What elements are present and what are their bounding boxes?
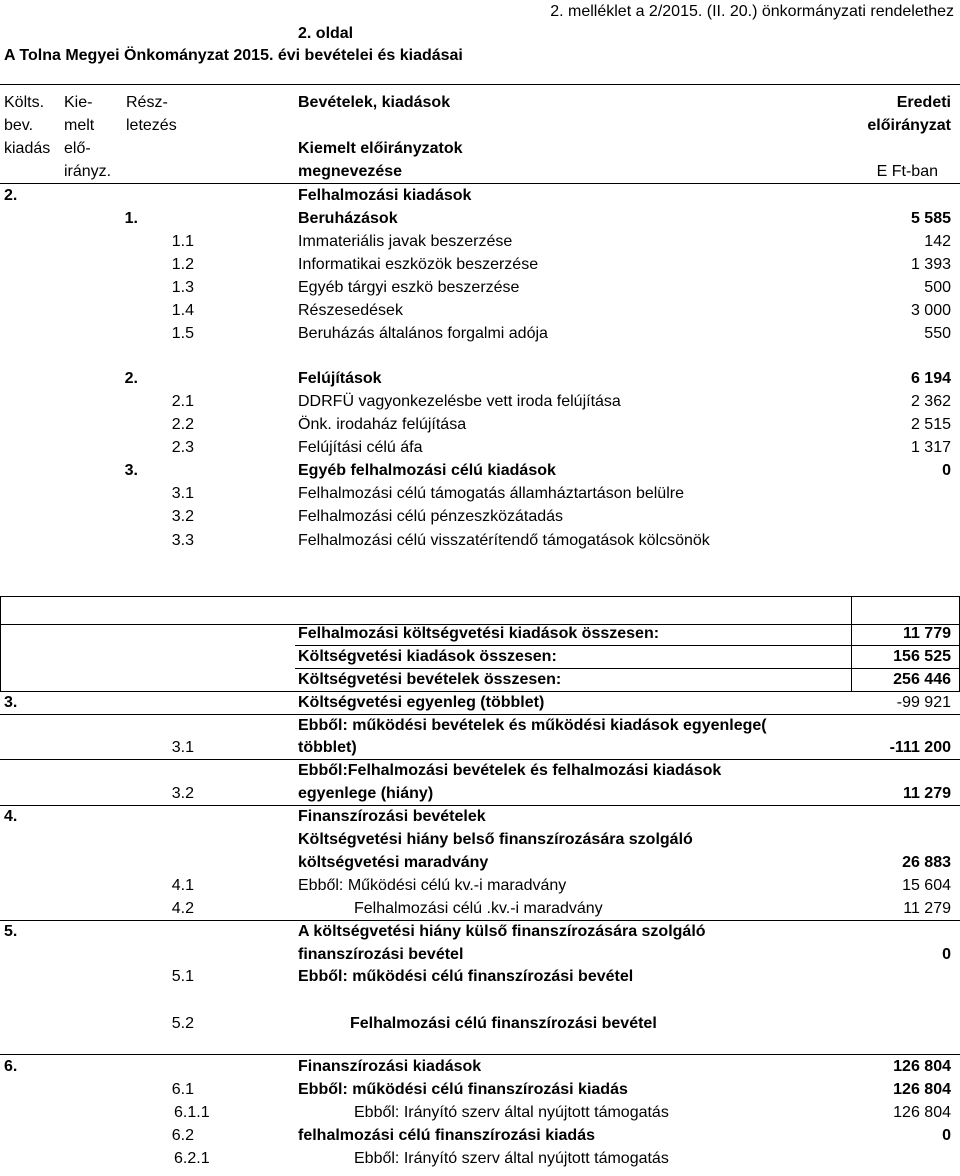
balance-value: 11 279	[902, 785, 951, 802]
financing-name: Ebből: Irányító szerv által nyújtott támogatás	[354, 1150, 669, 1167]
total-name: Költségvetési bevételek összesen:	[298, 671, 562, 688]
row-value: 2 362	[910, 393, 951, 410]
row-code: 3.3	[171, 532, 194, 549]
total-row	[0, 668, 960, 691]
col-header-kolts-1: Költs.	[4, 94, 45, 111]
table-row	[0, 322, 960, 345]
table-row	[0, 436, 960, 459]
financing-row	[0, 874, 960, 897]
row-code: 1.5	[171, 325, 194, 342]
table-row	[0, 299, 960, 322]
financing-value: 126 804	[893, 1104, 951, 1121]
header-top-rule	[0, 84, 960, 85]
financing-name: Felhalmozási célú finanszírozási bevétel	[350, 1015, 657, 1032]
row-code: 3.	[124, 462, 138, 479]
financing-row	[0, 828, 960, 851]
balance-code: 3.1	[171, 739, 194, 756]
financing-row	[0, 920, 960, 943]
row-name: Felhalmozási célú támogatás államháztartáson belülre	[298, 485, 684, 502]
financing-code: 4.1	[171, 877, 194, 894]
row-name: Önk. irodaház felújítása	[298, 416, 467, 433]
financing-code: 6.2.1	[174, 1150, 210, 1167]
col-header-kiemelt-1: Kie-	[64, 94, 93, 111]
financing-name-line1: Költségvetési hiány belső finanszírozására szolgáló	[298, 831, 693, 848]
col-header-reszletezes-1: Rész-	[126, 94, 168, 111]
table-row	[0, 230, 960, 253]
col-header-kolts-3: kiadás	[4, 140, 51, 157]
balance-row	[0, 782, 960, 805]
balance-value: -99 921	[896, 694, 951, 711]
financing-code: 6.1.1	[174, 1104, 210, 1121]
financing-row	[0, 805, 960, 828]
balance-code: 3.	[4, 694, 18, 711]
balance-code: 3.2	[171, 785, 194, 802]
col-header-bevetelek: Bevételek, kiadások	[298, 94, 451, 111]
row-value: 142	[924, 233, 951, 250]
financing-row	[0, 1101, 960, 1124]
row-name: Beruházások	[298, 210, 398, 227]
balance-row	[0, 759, 960, 782]
financing-name: Finanszírozási bevételek	[298, 808, 486, 825]
row-code: 1.3	[171, 279, 194, 296]
row-code: 3.1	[171, 485, 194, 502]
row-name: Felújítási célú áfa	[298, 439, 423, 456]
financing-row	[0, 1078, 960, 1101]
financing-row	[0, 851, 960, 874]
row-code: 2.2	[171, 416, 194, 433]
financing-row	[0, 965, 960, 988]
financing-name-line2: finanszírozási bevétel	[298, 946, 464, 963]
financing-value: 15 604	[902, 877, 951, 894]
financing-value: 126 804	[893, 1058, 951, 1075]
col-header-kiemelt-4: irányz.	[64, 163, 112, 180]
total-value: 156 525	[893, 648, 951, 665]
row-value: 1 393	[910, 256, 951, 273]
financing-row	[0, 1012, 960, 1035]
balance-row	[0, 714, 960, 737]
row-name: Felhalmozási célú visszatérítendő támogatások kölcsönök	[298, 532, 710, 549]
page-number: 2. oldal	[298, 25, 354, 42]
financing-name: Finanszírozási kiadások	[298, 1058, 482, 1075]
empty-row-box	[0, 596, 960, 625]
row-code: 1.4	[171, 302, 194, 319]
col-header-kiemelt-2: melt	[64, 117, 95, 134]
row-code: 2.3	[171, 439, 194, 456]
document-title: A Tolna Megyei Önkományzat 2015. évi bevételei és kiadásai	[4, 47, 463, 64]
financing-code: 6.1	[171, 1081, 194, 1098]
table-row	[0, 413, 960, 436]
row-value: 0	[942, 462, 951, 479]
financing-name: felhalmozási célú finanszírozási kiadás	[298, 1127, 595, 1144]
financing-value: 126 804	[893, 1081, 951, 1098]
row-code: 1.2	[171, 256, 194, 273]
row-code: 1.1	[171, 233, 194, 250]
financing-row	[0, 1147, 960, 1170]
annex-reference: 2. melléklet a 2/2015. (II. 20.) önkormányzati rendelethez	[550, 3, 954, 20]
row-value: 550	[924, 325, 951, 342]
financing-value: 11 279	[903, 900, 951, 917]
row-name: Egyéb tárgyi eszkö beszerzése	[298, 279, 520, 296]
col-header-reszletezes-2: letezés	[126, 117, 177, 134]
row-name: Részesedések	[298, 302, 403, 319]
financing-row	[0, 897, 960, 920]
table-row	[0, 253, 960, 276]
total-name: Költségvetési kiadások összesen:	[298, 648, 557, 665]
row-name: Felhalmozási kiadások	[298, 187, 472, 204]
table-row	[0, 276, 960, 299]
financing-row	[0, 1124, 960, 1147]
col-header-kolts-2: bev.	[4, 117, 34, 134]
table-row	[0, 505, 960, 528]
financing-code: 4.	[4, 808, 18, 825]
row-name: Immateriális javak beszerzése	[298, 233, 513, 250]
financing-name: Ebből: működési célú finanszírozási bevétel	[298, 968, 634, 985]
balance-name-line1: Ebből:Felhalmozási bevételek és felhalmozási kiadások	[298, 762, 722, 779]
financing-row	[0, 943, 960, 966]
financing-name-line1: A költségvetési hiány külső finanszírozására szolgáló	[298, 923, 706, 940]
table-row	[0, 459, 960, 482]
total-row	[0, 645, 960, 668]
row-value: 6 194	[910, 370, 951, 387]
col-header-kiemelt-eloir: Kiemelt előirányzatok	[298, 140, 463, 157]
row-code: 2.1	[171, 393, 194, 410]
col-header-unit: E Ft-ban	[876, 163, 938, 180]
balance-name-line1: Ebből: működési bevételek és működési kiadások egyenlege(	[298, 717, 767, 734]
row-value: 5 585	[910, 210, 951, 227]
financing-name: Felhalmozási célú .kv.-i maradvány	[354, 900, 603, 917]
row-value: 3 000	[910, 302, 951, 319]
financing-name: Ebből: Irányító szerv által nyújtott támogatás	[354, 1104, 669, 1121]
row-code: 3.2	[171, 508, 194, 525]
table-row	[0, 390, 960, 413]
total-row	[0, 622, 960, 645]
total-value: 11 779	[902, 625, 951, 642]
balance-value: -111 200	[889, 739, 951, 756]
financing-code: 6.2	[171, 1127, 194, 1144]
financing-value: 0	[942, 1127, 951, 1144]
balance-row	[0, 736, 960, 759]
table-row	[0, 482, 960, 505]
row-code: 1.	[124, 210, 138, 227]
row-code: 2.	[124, 370, 138, 387]
row-value: 1 317	[910, 439, 951, 456]
row-value: 500	[924, 279, 951, 296]
balance-name-line2: egyenlege (hiány)	[298, 785, 434, 802]
financing-name: Ebből: működési célú finanszírozási kiadás	[298, 1081, 628, 1098]
col-header-eloiranyzat: előirányzat	[867, 117, 951, 134]
table-row	[0, 207, 960, 230]
balance-name: Költségvetési egyenleg (többlet)	[298, 694, 545, 711]
col-header-kiemelt-3: elő-	[64, 140, 91, 157]
financing-code: 5.2	[171, 1015, 194, 1032]
row-code: 2.	[4, 187, 18, 204]
financing-code: 6.	[4, 1058, 18, 1075]
balance-row	[0, 691, 960, 714]
financing-code: 5.	[4, 923, 18, 940]
row-name: Felújítások	[298, 370, 382, 387]
row-name: Felhalmozási célú pénzeszközátadás	[298, 508, 564, 525]
table-row	[0, 367, 960, 390]
financing-name-line2: költségvetési maradvány	[298, 854, 489, 871]
row-name: DDRFÜ vagyonkezelésbe vett iroda felújítása	[298, 393, 621, 410]
row-value: 2 515	[910, 416, 951, 433]
financing-value: 0	[942, 946, 951, 963]
row-name: Egyéb felhalmozási célú kiadások	[298, 462, 556, 479]
financing-code: 5.1	[171, 968, 194, 985]
row-name: Informatikai eszközök beszerzése	[298, 256, 539, 273]
financing-name: Ebből: Működési célú kv.-i maradvány	[298, 877, 567, 894]
financing-value: 26 883	[902, 854, 951, 871]
financing-row	[0, 1055, 960, 1078]
table-row	[0, 529, 960, 552]
col-header-eredeti: Eredeti	[896, 94, 951, 111]
table-row	[0, 184, 960, 207]
row-name: Beruházás általános forgalmi adója	[298, 325, 548, 342]
total-value: 256 446	[893, 671, 951, 688]
balance-name-line2: többlet)	[298, 739, 357, 756]
col-header-megnevezese: megnevezése	[298, 163, 403, 180]
financing-code: 4.2	[171, 900, 194, 917]
total-name: Felhalmozási költségvetési kiadások összesen:	[298, 625, 660, 642]
